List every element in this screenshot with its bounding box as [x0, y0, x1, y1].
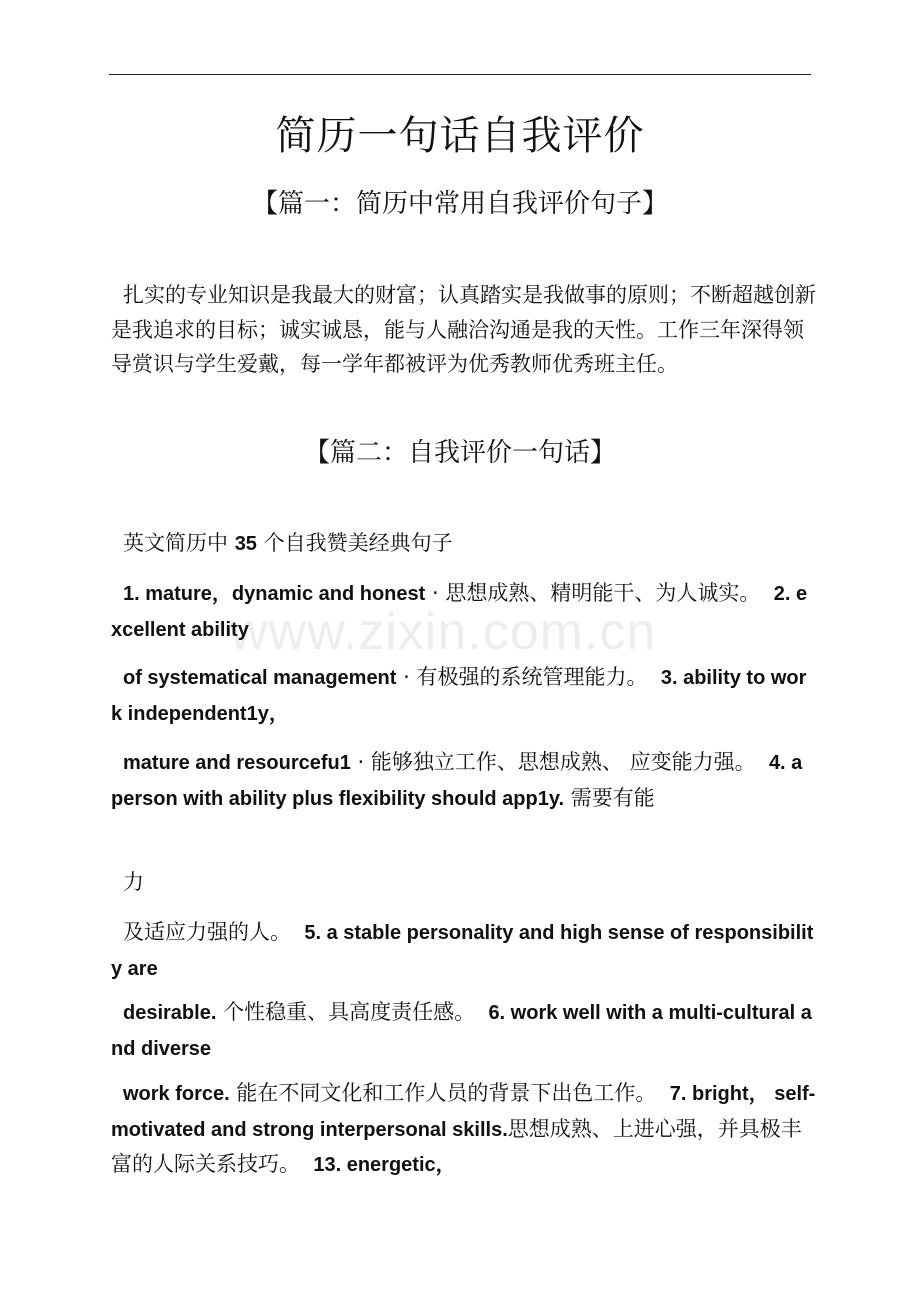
intro-pre: 英文简历中	[123, 531, 228, 555]
p2-en2: 3. ability to work independent1y，	[111, 667, 807, 725]
intro-post: 个自我赞美经典句子	[263, 531, 453, 555]
p4-zh: 力	[123, 870, 144, 894]
paragraph-7	[111, 1076, 816, 1183]
section1-heading: 【篇一：简历中常用自我评价句子】	[251, 189, 668, 219]
p3-en1: mature and resourcefu1	[123, 752, 351, 774]
page-title: 简历一句话自我评价	[275, 113, 645, 159]
intro-number: 35	[234, 533, 257, 555]
p6-en2: 6. work well with a multi-cultural and diverse	[111, 1002, 812, 1060]
paragraph-5	[111, 915, 816, 986]
paragraph-4	[111, 865, 816, 900]
p3-zh2: 需要有能	[570, 785, 655, 810]
p7-en1: work force.	[123, 1083, 230, 1105]
p7-en3: 13. energetic，	[313, 1154, 456, 1176]
p7-zh2: 思想成熟、上进心强，并具极丰富的人际关系技巧。	[111, 1116, 802, 1176]
p6-zh1: 个性稳重、具高度责任感。	[223, 1000, 476, 1024]
p3-en2: 4. a person with ability plus flexibility should app1y.	[111, 752, 803, 810]
header-rule	[109, 74, 811, 75]
p3-zh1: · 能够独立工作、思想成熟、 应变能力强。	[357, 750, 756, 774]
paragraph-1	[111, 576, 816, 647]
p2-zh1: · 有极强的系统管理能力。	[403, 665, 648, 689]
p1-zh1: · 思想成熟、精明能干、为人诚实。	[431, 581, 761, 605]
p1-en2: 2. excellent ability	[111, 583, 808, 641]
section1-text: 扎实的专业知识是我最大的财富；认真踏实是我做事的原则；不断超越创新是我追求的目标；诚实诚恳，能与人融洽沟通是我的天性。工作三年深得领导赏识与学生爱戴，每一学年都被评为优秀教师优秀班主任。	[111, 283, 816, 376]
p6-en1: desirable.	[123, 1002, 217, 1024]
intro-paragraph	[111, 526, 816, 562]
p1-en1: 1. mature，dynamic and honest	[123, 583, 426, 605]
paragraph-2	[111, 660, 816, 731]
section2-heading: 【篇二：自我评价一句话】	[303, 438, 616, 468]
section1-paragraph	[111, 278, 816, 382]
paragraph-6	[111, 995, 816, 1066]
p5-en1: 5. a stable personality and high sense of responsibility are	[111, 922, 814, 980]
p2-en1: of systematical management	[123, 667, 397, 689]
p7-en2: 7. bright， self-motivated and strong interpersonal skills.	[111, 1083, 816, 1141]
p5-zh1: 及适应力强的人。	[123, 920, 291, 944]
paragraph-3	[111, 745, 816, 816]
p7-zh1: 能在不同文化和工作人员的背景下出色工作。	[236, 1081, 657, 1105]
watermark: www.zixin.com.cn	[230, 603, 657, 661]
